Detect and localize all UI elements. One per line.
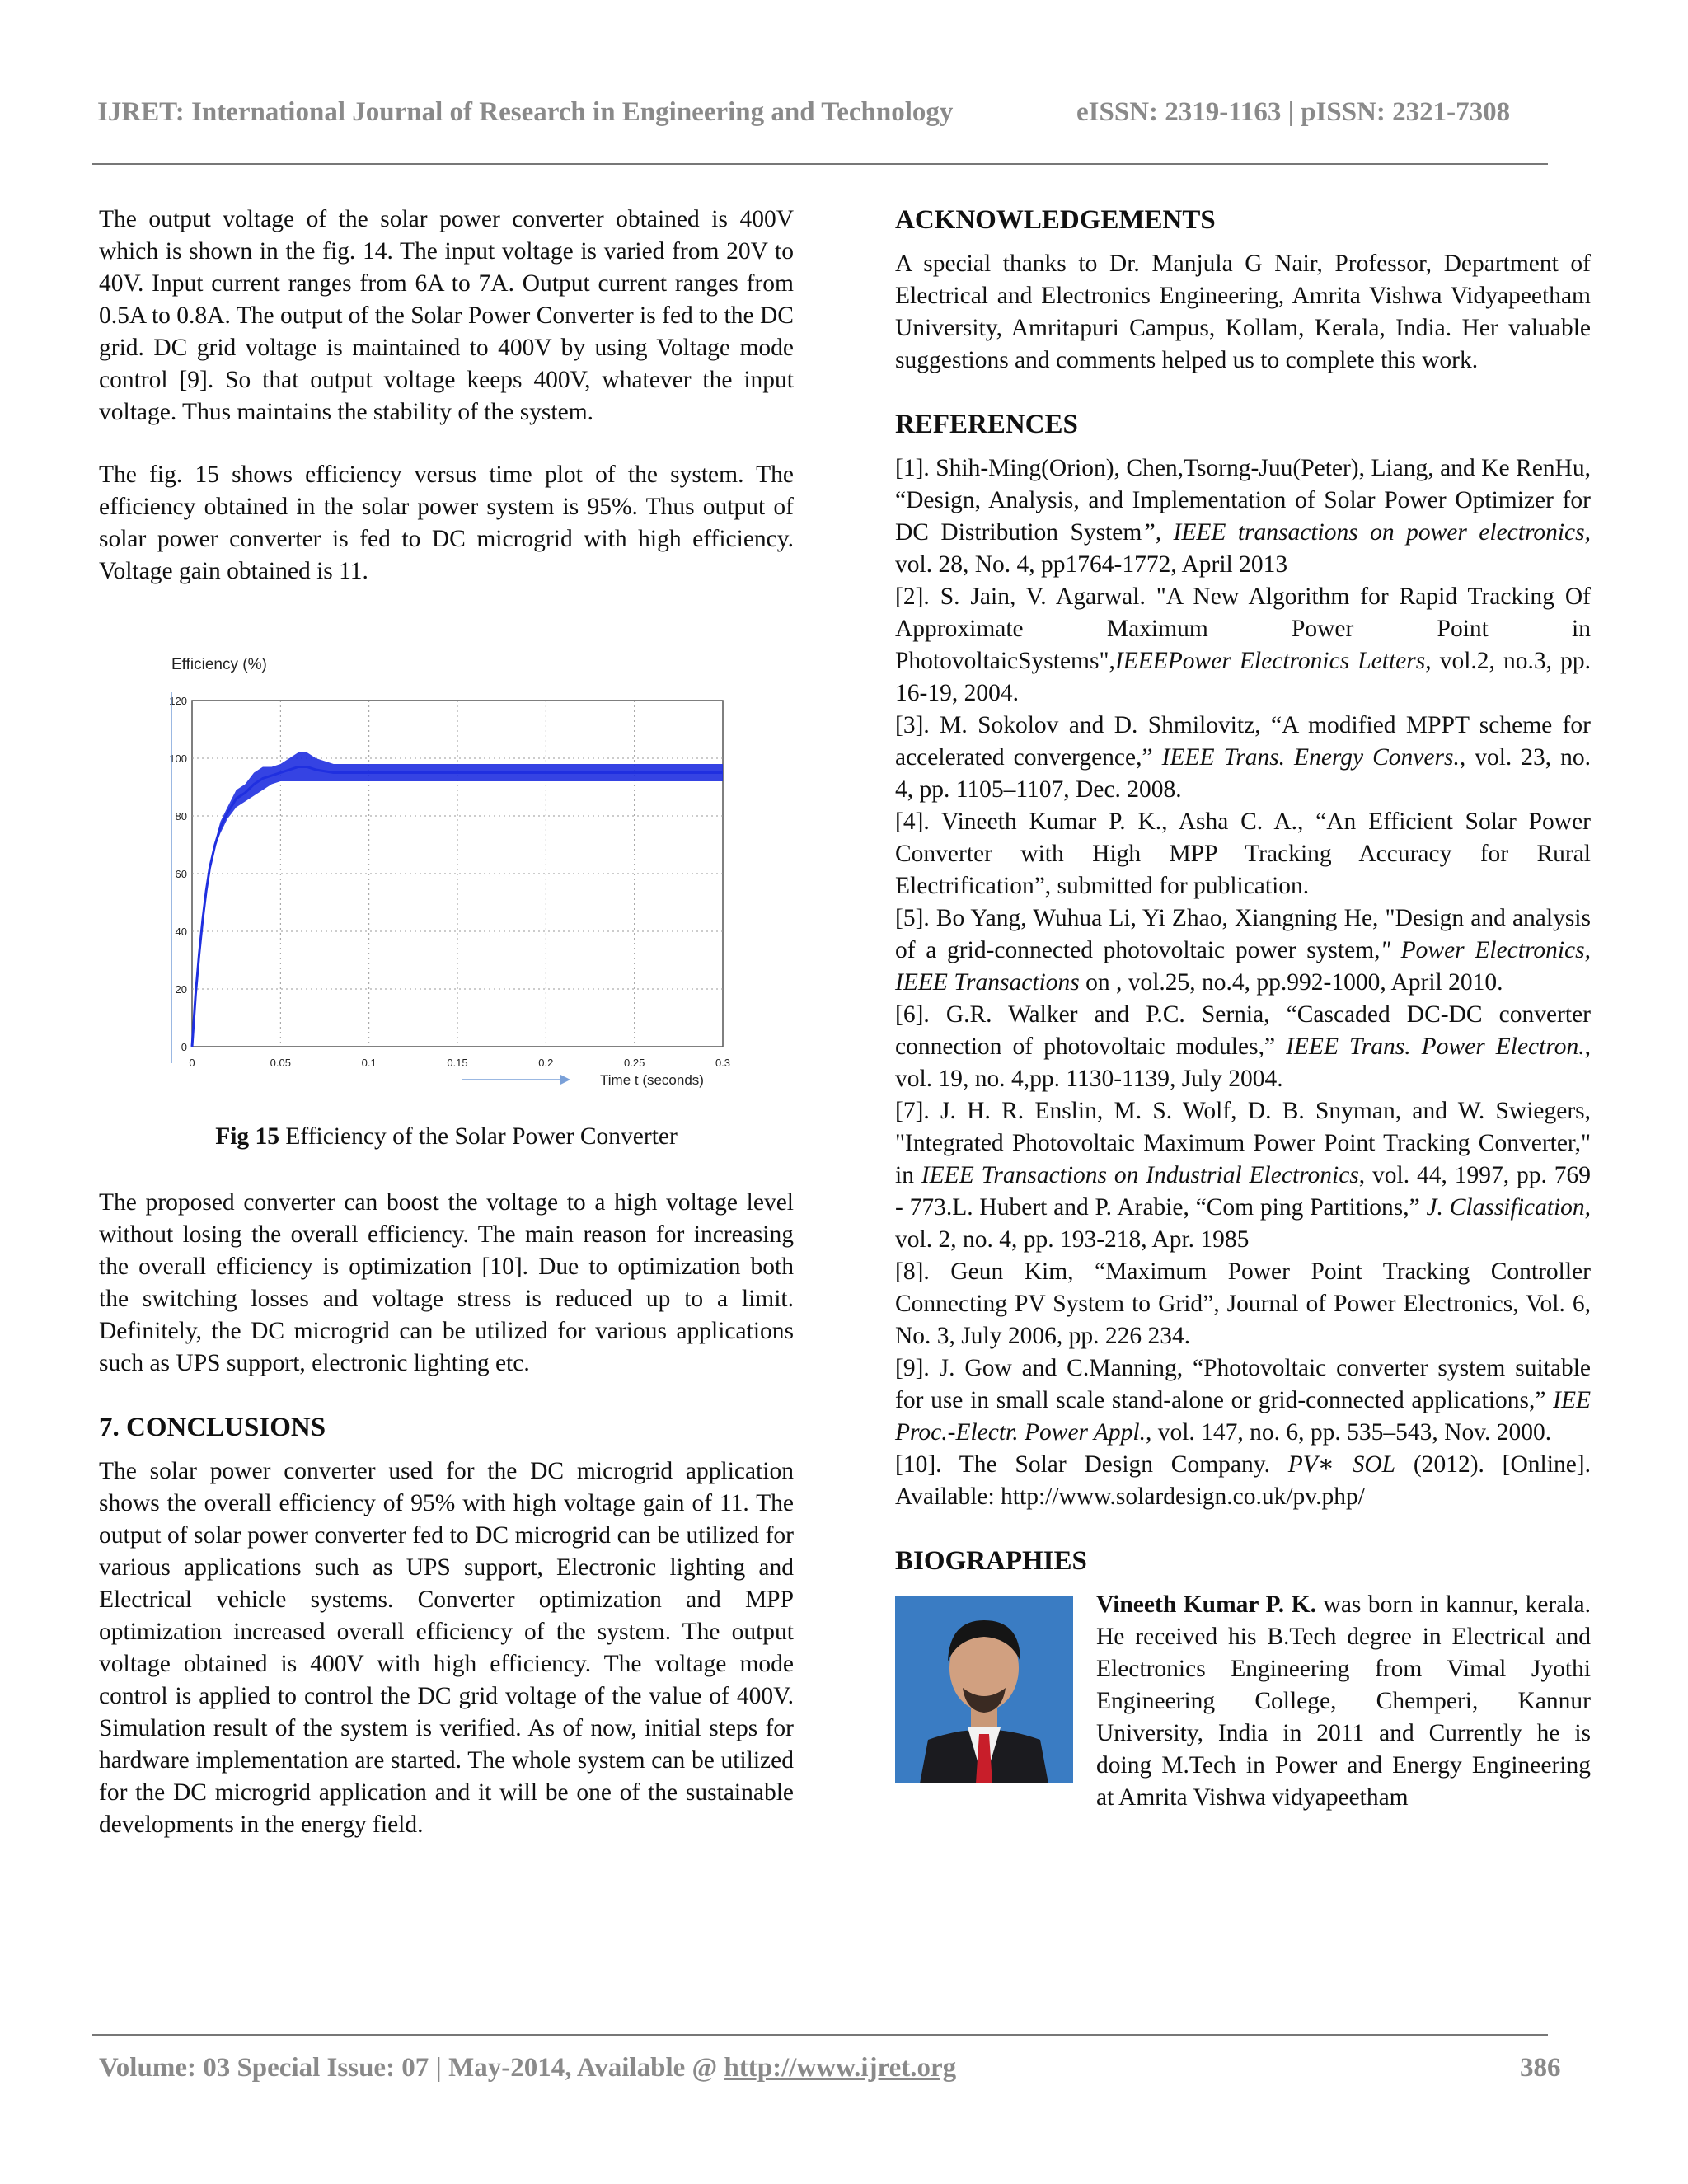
x-tick-label: 0.05 (270, 1057, 291, 1069)
figure-caption (99, 1121, 794, 1153)
footer-info (99, 2053, 956, 2083)
header-rule (92, 163, 1548, 165)
author-photo (895, 1596, 1073, 1783)
reference-7 (895, 1095, 1591, 1256)
author-name: Vineeth Kumar P. K. (1096, 1591, 1317, 1618)
ref-6-details: , vol. 19, no. 4,pp. 1130-1139, July 2004. (895, 1033, 1591, 1092)
figure-caption-text: Efficiency of the Solar Power Converter (279, 1123, 678, 1150)
ref-2-details: , vol.2, no.3, pp. 16-19, 2004. (895, 648, 1591, 706)
y-tick-label: 40 (175, 926, 187, 938)
ref-9-journal: IEE Proc.-Electr. Power Appl. (895, 1387, 1591, 1446)
ref-10-text: [10]. The Solar Design Company. (895, 1451, 1288, 1478)
efficiency-chart (99, 618, 794, 1113)
ref-1-details: vol. 28, No. 4, pp1764-1772, April 2013 (895, 551, 1288, 578)
reference-9 (895, 1352, 1591, 1449)
conclusions-title: 7. CONCLUSIONS (99, 1413, 326, 1442)
ref-5-journal: " Power Electronics, IEEE Transactions (895, 937, 1591, 996)
conclusions-text: The solar power converter used for the DC microgrid application shows the overall efficiency of 95% with high voltage gain of 11. The output of solar power converter fed to DC microgrid can be utilized for various applications such as UPS support, Electronic lighting and Electrical vehicle systems. Converter optimization and MPP optimization increased overall efficiency of the system. The output voltage obtained is 400V with high efficiency. The voltage mode control is applied to control the DC grid voltage of the value of 400V. Simulation result of the system is verified. As of now, initial steps for hardware implementation are started. The whole system can be utilized for the DC microgrid application and it will be one of the sustainable developments in the energy field. (99, 1458, 794, 1838)
x-tick-label: 0.15 (447, 1057, 468, 1069)
ref-1-journal: ”, IEEE transactions on power electronics, (1142, 519, 1591, 546)
biography (895, 1589, 1591, 1814)
reference-2 (895, 581, 1591, 710)
reference-5 (895, 902, 1591, 999)
x-tick-label: 0 (189, 1057, 195, 1069)
y-tick-label: 20 (175, 983, 187, 996)
biographies-title: BIOGRAPHIES (895, 1546, 1087, 1576)
chart-ylabel: Efficiency (%) (171, 656, 267, 673)
reference-8: [8]. Geun Kim, “Maximum Power Point Tracking Controller Connecting PV System to Grid”, Journal of Power Electronics, Vol. 6, No. 3, July 2006, pp. 226 234. (895, 1258, 1591, 1349)
page-number: 386 (1520, 2053, 1561, 2083)
journal-title: IJRET: International Journal of Research in Engineering and Technology (97, 97, 954, 127)
right-column (895, 204, 1591, 1814)
author-photo-illustration (895, 1596, 1073, 1783)
chart-xlabel: Time t (seconds) (600, 1072, 704, 1088)
ref-10-title: PV∗ SOL (1287, 1451, 1396, 1478)
y-tick-label: 120 (169, 695, 187, 707)
ref-1-text: [1]. Shih-Ming(Orion), Chen,Tsorng-Juu(Peter), Liang, and Ke RenHu, “Design, Analysis, and Implementation of Solar Power Optimizer for DC Distribution System (895, 455, 1591, 546)
paragraph-efficiency: The fig. 15 shows efficiency versus time plot of the system. The efficiency obtained in the solar power system is 95%. Thus output of solar power converter is fed to DC microgrid with high efficiency. Voltage gain obtained is 11. (99, 462, 794, 584)
ref-7-text: [7]. J. H. R. Enslin, M. S. Wolf, D. B. Snyman, and W. Swiegers, "Integrated Photovoltaic Maximum Power Point Tracking Converter," in (895, 1098, 1591, 1188)
ref-9-details: , vol. 147, no. 6, pp. 535–543, Nov. 2000. (1145, 1419, 1552, 1446)
ref-6-text: [6]. G.R. Walker and P.C. Sernia, “Cascaded DC-DC converter connection of photovoltaic modules,” (895, 1001, 1591, 1060)
reference-4: [4]. Vineeth Kumar P. K., Asha C. A., “An Efficient Solar Power Converter with High MPP Tracking Accuracy for Rural Electrification”, submitted for publication. (895, 808, 1591, 899)
ref-10-details: (2012). [Online]. Available: http://www.solardesign.co.uk/pv.php/ (895, 1451, 1591, 1510)
x-axis-arrowhead (560, 1075, 570, 1085)
ref-2-text: [2]. S. Jain, V. Agarwal. "A New Algorithm for Rapid Tracking Of Approximate Maximum Power Point in PhotovoltaicSystems", (895, 583, 1591, 674)
x-tick-label: 0.25 (624, 1057, 645, 1069)
ref-7-journal-2: J. Classification, (1426, 1194, 1592, 1221)
ref-9-text: [9]. J. Gow and C.Manning, “Photovoltaic converter system suitable for use in small scale stand-alone or grid-connected applications,” (895, 1355, 1591, 1413)
figure-15 (99, 618, 794, 1187)
acknowledgements-title: ACKNOWLEDGEMENTS (895, 205, 1216, 235)
ref-6-journal: IEEE Trans. Power Electron. (1286, 1033, 1585, 1060)
left-column (99, 204, 794, 1841)
ref-7-journal: IEEE Transactions on Industrial Electronics (921, 1162, 1359, 1188)
reference-6 (895, 999, 1591, 1095)
reference-10 (895, 1449, 1591, 1513)
reference-1 (895, 452, 1591, 581)
paragraph-output-voltage: The output voltage of the solar power converter obtained is 400V which is shown in the fig. 14. The input voltage is varied from 20V to 40V. Input current ranges from 6A to 7A. Output current ranges from 0.5A to 0.8A. The output of the Solar Power Converter is fed to the DC grid. DC grid voltage is maintained to 400V by using Voltage mode control [9]. So that output voltage keeps 400V, whatever the input voltage. Thus maintains the stability of the system. (99, 206, 794, 425)
reference-3 (895, 710, 1591, 806)
ref-5-text: [5]. Bo Yang, Wuhua Li, Yi Zhao, Xiangning He, "Design and analysis of a grid-connected photovoltaic power system, (895, 905, 1591, 963)
references-title: REFERENCES (895, 410, 1078, 439)
ref-7-details: , vol. 44, 1997, pp. 769 - 773.L. Hubert and P. Arabie, “Com ping Partitions,” (895, 1162, 1591, 1221)
journal-link[interactable]: http://www.ijret.org (724, 2053, 957, 2083)
ref-3-text: [3]. M. Sokolov and D. Shmilovitz, “A modified MPPT scheme for accelerated convergence,” (895, 712, 1591, 771)
y-tick-label: 80 (175, 810, 187, 823)
issn: eISSN: 2319-1163 | pISSN: 2321-7308 (1076, 97, 1511, 127)
references-list (895, 452, 1591, 1513)
acknowledgements-text: A special thanks to Dr. Manjula G Nair, Professor, Department of Electrical and Electronics Engineering, Amrita Vishwa Vidyapeetham University, Amritapuri Campus, Kollam, Kerala, India. Her valuable suggestions and comments helped us to complete this work. (895, 251, 1591, 373)
y-tick-label: 60 (175, 868, 187, 880)
ref-3-journal: IEEE Trans. Energy Convers. (1161, 744, 1460, 771)
x-tick-label: 0.3 (715, 1057, 731, 1069)
footer-rule (92, 2034, 1548, 2036)
ref-5-details: on , vol.25, no.4, pp.992-1000, April 2010. (1079, 969, 1503, 996)
biography-body: was born in kannur, kerala. He received his B.Tech degree in Electrical and Electronics Engineering from Vimal Jyothi Engineering College, Chemperi, Kannur University, India in 2011 and Currently he is doing M.Tech in Power and Energy Engineering at Amrita Vishwa vidyapeetham (1096, 1591, 1591, 1811)
paragraph-proposed-converter: The proposed converter can boost the voltage to a high voltage level without losing the overall efficiency. The main reason for increasing the overall efficiency is optimization [10]. Due to optimization both the switching losses and voltage stress is reduced up to a limit. Definitely, the DC microgrid can be utilized for various applications such as UPS support, electronic lighting etc. (99, 1189, 794, 1376)
figure-caption-label: Fig 15 (215, 1123, 280, 1150)
ref-7-details-2: vol. 2, no. 4, pp. 193-218, Apr. 1985 (895, 1226, 1250, 1253)
footer-volume: Volume: 03 Special Issue: 07 | May-2014, Available @ (99, 2053, 724, 2083)
ref-3-details: , vol. 23, no. 4, pp. 1105–1107, Dec. 2008. (895, 744, 1591, 803)
x-tick-label: 0.1 (361, 1057, 377, 1069)
x-tick-label: 0.2 (538, 1057, 554, 1069)
ref-2-journal: IEEEPower Electronics Letters (1114, 648, 1426, 674)
y-tick-label: 100 (169, 752, 187, 765)
y-tick-label: 0 (181, 1041, 187, 1053)
